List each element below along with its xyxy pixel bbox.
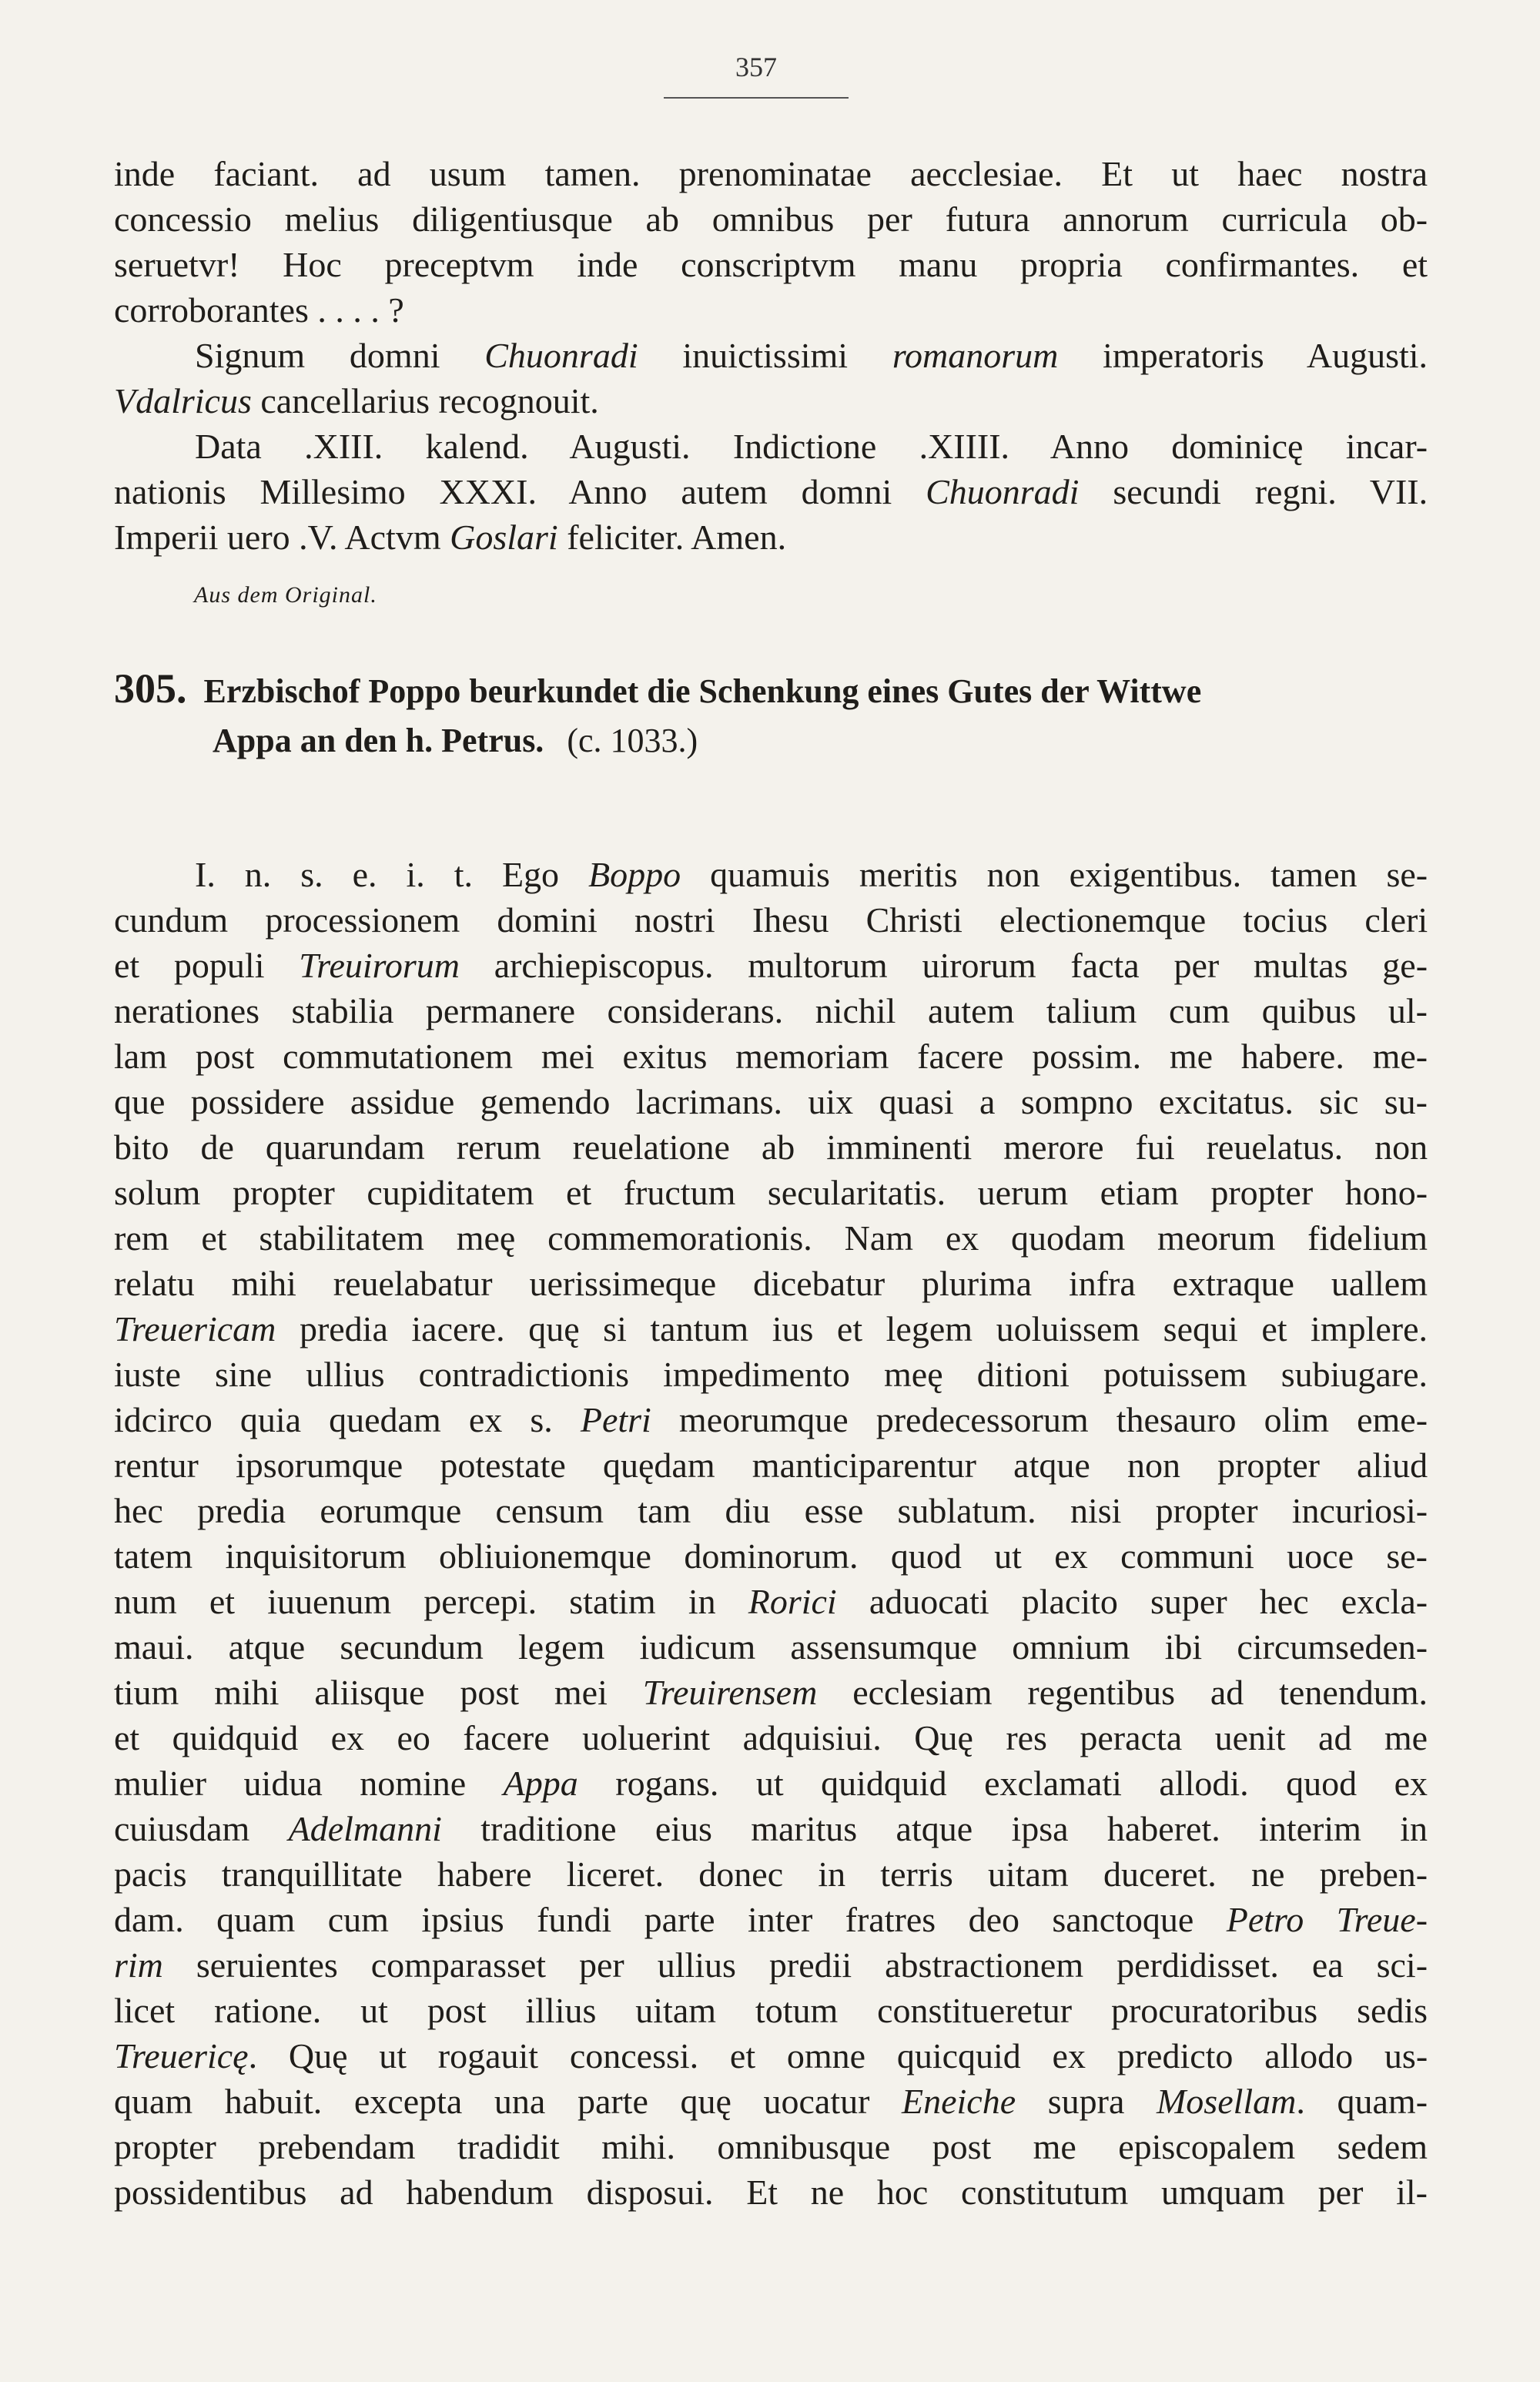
- text-line: possidentibus ad habendum disposui. Et ne hoc constitutum umquam per il-: [114, 2173, 1428, 2212]
- text-line: et quidquid ex eo facere uoluerint adquisiui. Quę res peracta uenit ad me: [114, 1718, 1428, 1757]
- text-line: lam post commutationem mei exitus memoriam facere possim. me habere. me-: [114, 1037, 1428, 1076]
- text-line: Signum domni Chuonradi inuictissimi romanorum imperatoris Augusti.: [195, 336, 1428, 375]
- document-title-line1: Erzbischof Poppo beurkundet die Schenkung eines Gutes der Wittwe: [203, 672, 1202, 710]
- text-line: cuiusdam Adelmanni traditione eius maritus atque ipsa haberet. interim in: [114, 1809, 1428, 1848]
- text-line: nationis Millesimo XXXI. Anno autem domni Chuonradi secundi regni. VII.: [114, 472, 1428, 511]
- text-line: pacis tranquillitate habere liceret. donec in terris uitam duceret. ne preben-: [114, 1854, 1428, 1894]
- text-line: num et iuuenum percepi. statim in Rorici aduocati placito super hec excla-: [114, 1582, 1428, 1621]
- text-line: Data .XIII. kalend. Augusti. Indictione .XIIII. Anno dominicę incar-: [195, 427, 1428, 466]
- text-line: iuste sine ullius contradictionis impedimento meę ditioni potuissem subiugare.: [114, 1355, 1428, 1394]
- header-rule: [664, 97, 849, 99]
- text-line: rentur ipsorumque potestate quędam manticiparentur atque non propter aliud: [114, 1446, 1428, 1485]
- text-line: hec predia eorumque censum tam diu esse sublatum. nisi propter incuriosi-: [114, 1491, 1428, 1530]
- text-line: Treuericę. Quę ut rogauit concessi. et omne quicquid ex predicto allodo us-: [114, 2036, 1428, 2075]
- text-line: bito de quarundam rerum reuelatione ab imminenti merore fui reuelatus. non: [114, 1127, 1428, 1167]
- text-line: tium mihi aliisque post mei Treuirensem ecclesiam regentibus ad tenendum.: [114, 1673, 1428, 1712]
- text-line: corroborantes . . . . ?: [114, 290, 404, 330]
- text-line: Treuericam predia iacere. quę si tantum ius et legem uoluissem sequi et implere.: [114, 1309, 1428, 1348]
- text-line: mulier uidua nomine Appa rogans. ut quidquid exclamati allodi. quod ex: [114, 1764, 1428, 1803]
- text-line: seruetvr! Hoc preceptvm inde conscriptvm manu propria confirmantes. et: [114, 245, 1428, 284]
- text-line: propter prebendam tradidit mihi. omnibusque post me episcopalem sedem: [114, 2127, 1428, 2166]
- page-number: 357: [735, 52, 777, 82]
- text-line: dam. quam cum ipsius fundi parte inter fratres deo sanctoque Petro Treue-: [114, 1900, 1428, 1939]
- document-heading: [114, 664, 1428, 766]
- text-line: que possidere assidue gemendo lacrimans. uix quasi a sompno excitatus. sic su-: [114, 1082, 1428, 1121]
- document-title-line2: Appa an den h. Petrus.: [213, 722, 544, 759]
- document-number: 305.: [114, 665, 187, 712]
- text-line: idcirco quia quedam ex s. Petri meorumque predecessorum thesauro olim eme-: [114, 1400, 1428, 1439]
- document-date: (c. 1033.): [567, 722, 698, 759]
- text-line: Imperii uero .V. Actvm Goslari feliciter. Amen.: [114, 518, 787, 557]
- text-line: inde faciant. ad usum tamen. prenominatae aecclesiae. Et ut haec nostra: [114, 154, 1428, 193]
- text-line: solum propter cupiditatem et fructum secularitatis. uerum etiam propter hono-: [114, 1173, 1428, 1212]
- text-line: cundum processionem domini nostri Ihesu Christi electionemque tocius cleri: [114, 900, 1428, 940]
- text-line: maui. atque secundum legem iudicum assensumque omnium ibi circumseden-: [114, 1627, 1428, 1667]
- text-line: rem et stabilitatem meę commemorationis. Nam ex quodam meorum fidelium: [114, 1218, 1428, 1258]
- previous-document-text: [114, 151, 1428, 560]
- text-line: concessio melius diligentiusque ab omnibus per futura annorum curricula ob-: [114, 199, 1428, 239]
- text-line: rim seruientes comparasset per ullius predii abstractionem perdidisset. ea sci-: [114, 1945, 1428, 1985]
- text-line: licet ratione. ut post illius uitam totum constitueretur procuratoribus sedis: [114, 1991, 1428, 2030]
- text-line: Vdalricus cancellarius recognouit.: [114, 381, 599, 420]
- text-line: I. n. s. e. i. t. Ego Boppo quamuis meritis non exigentibus. tamen se-: [195, 855, 1428, 894]
- text-line: tatem inquisitorum obliuionemque dominorum. quod ut ex communi uoce se-: [114, 1536, 1428, 1576]
- text-line: nerationes stabilia permanere considerans. nichil autem talium cum quibus ul-: [114, 991, 1428, 1030]
- text-line: relatu mihi reuelabatur uerissimeque dicebatur plurima infra extraque uallem: [114, 1264, 1428, 1303]
- text-line: quam habuit. excepta una parte quę uocatur Eneiche supra Mosellam. quam-: [114, 2082, 1428, 2121]
- text-line: et populi Treuirorum archiepiscopus. multorum uirorum facta per multas ge-: [114, 946, 1428, 985]
- document-text: [114, 852, 1428, 2215]
- source-note: Aus dem Original.: [194, 582, 377, 608]
